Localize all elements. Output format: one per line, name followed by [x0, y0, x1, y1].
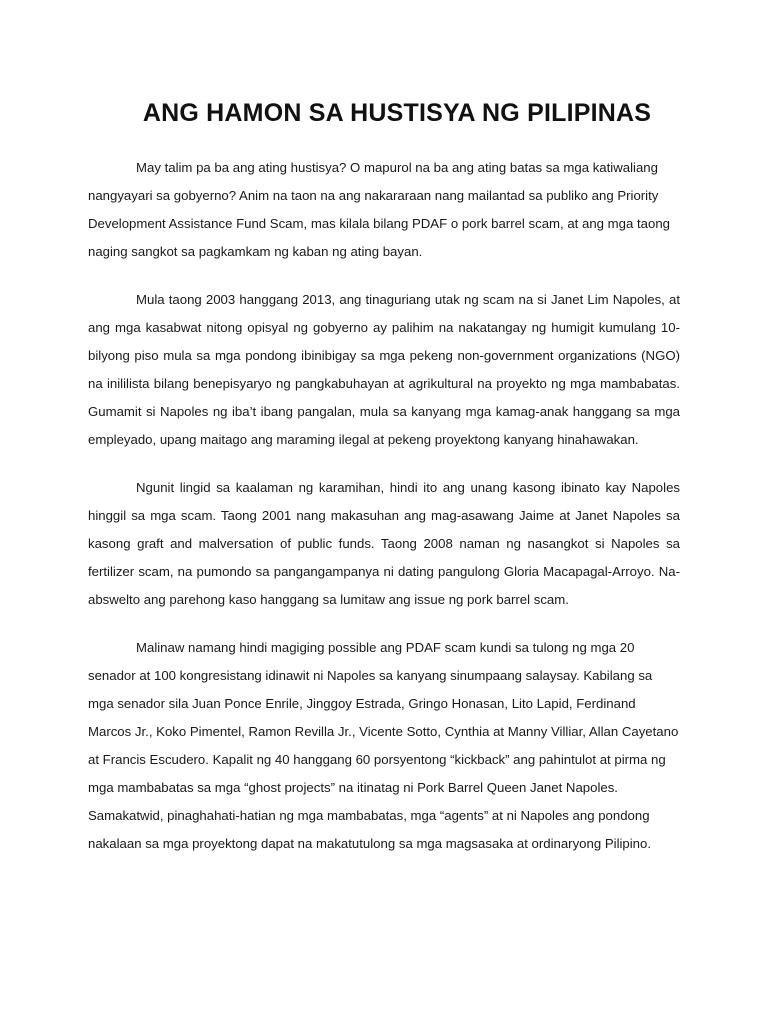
document-title: ANG HAMON SA HUSTISYA NG PILIPINAS — [142, 99, 652, 127]
paragraph-3: Ngunit lingid sa kaalaman ng karamihan, hindi ito ang unang kasong ibinato kay Napoles hinggil sa mga scam. Taong 2001 nang makasuhan ang mag-asawang Jaime at Janet Napoles sa kasong graft and malversation of public funds. Taong 2008 naman ng nasangkot si Napoles sa fertilizer scam, na pumondo sa pangangampanya ni dating pangulong Gloria Macapagal-Arroyo. Na-abswelto ang parehong kaso hanggang sa lumitaw ang issue ng pork barrel scam. — [88, 480, 680, 607]
paragraph-4: Malinaw namang hindi magiging possible ang PDAF scam kundi sa tulong ng mga 20 senador at 100 kongresistang idinawit ni Napoles sa kanyang sinumpaang salaysay. Kabilang sa mga senador sila Juan Ponce Enrile, Jinggoy Estrada, Gringo Honasan, Lito Lapid, Ferdinand Marcos Jr., Koko Pimentel, Ramon Revilla Jr., Vicente Sotto, Cynthia at Manny Villiar, Allan Cayetano at Francis Escudero. Kapalit ng 40 hanggang 60 porsyentong “kickback” ang pahintulot at pirma ng mga mambabatas sa mga “ghost projects” na itinatag ni Pork Barrel Queen Janet Napoles. Samakatwid, pinaghahati-hatian ng mga mambabatas, mga “agents” at ni Napoles ang pondong nakalaan sa mga proyektong dapat na makatutulong sa mga magsasaka at ordinaryong Pilipino. — [88, 640, 679, 851]
paragraph-1: May talim pa ba ang ating hustisya? O mapurol na ba ang ating batas sa mga katiwaliang nangyayari sa gobyerno? Anim na taon na ang nakararaan nang mailantad sa publiko ang Priority Development Assistance Fund Scam, mas kilala bilang PDAF o pork barrel scam, at ang mga taong naging sangkot sa pagkamkam ng kaban ng ating bayan. — [88, 160, 670, 259]
paragraph-2: Mula taong 2003 hanggang 2013, ang tinaguriang utak ng scam na si Janet Lim Napoles, at ang mga kasabwat nitong opisyal ng gobyerno ay palihim na nakatangay ng humigit kumulang 10-bilyong piso mula sa mga pondong ibinibigay sa mga pekeng non-government organizations (NGO) na inililista bilang benepisyaryo ng pangkabuhayan at agrikultural na proyekto ng mga mambabatas. Gumamit si Napoles ng iba’t ibang pangalan, mula sa kanyang mga kamag-anak hanggang sa mga empleyado, upang maitago ang maraming ilegal at pekeng proyektong kanyang hinahawakan. — [88, 292, 680, 447]
